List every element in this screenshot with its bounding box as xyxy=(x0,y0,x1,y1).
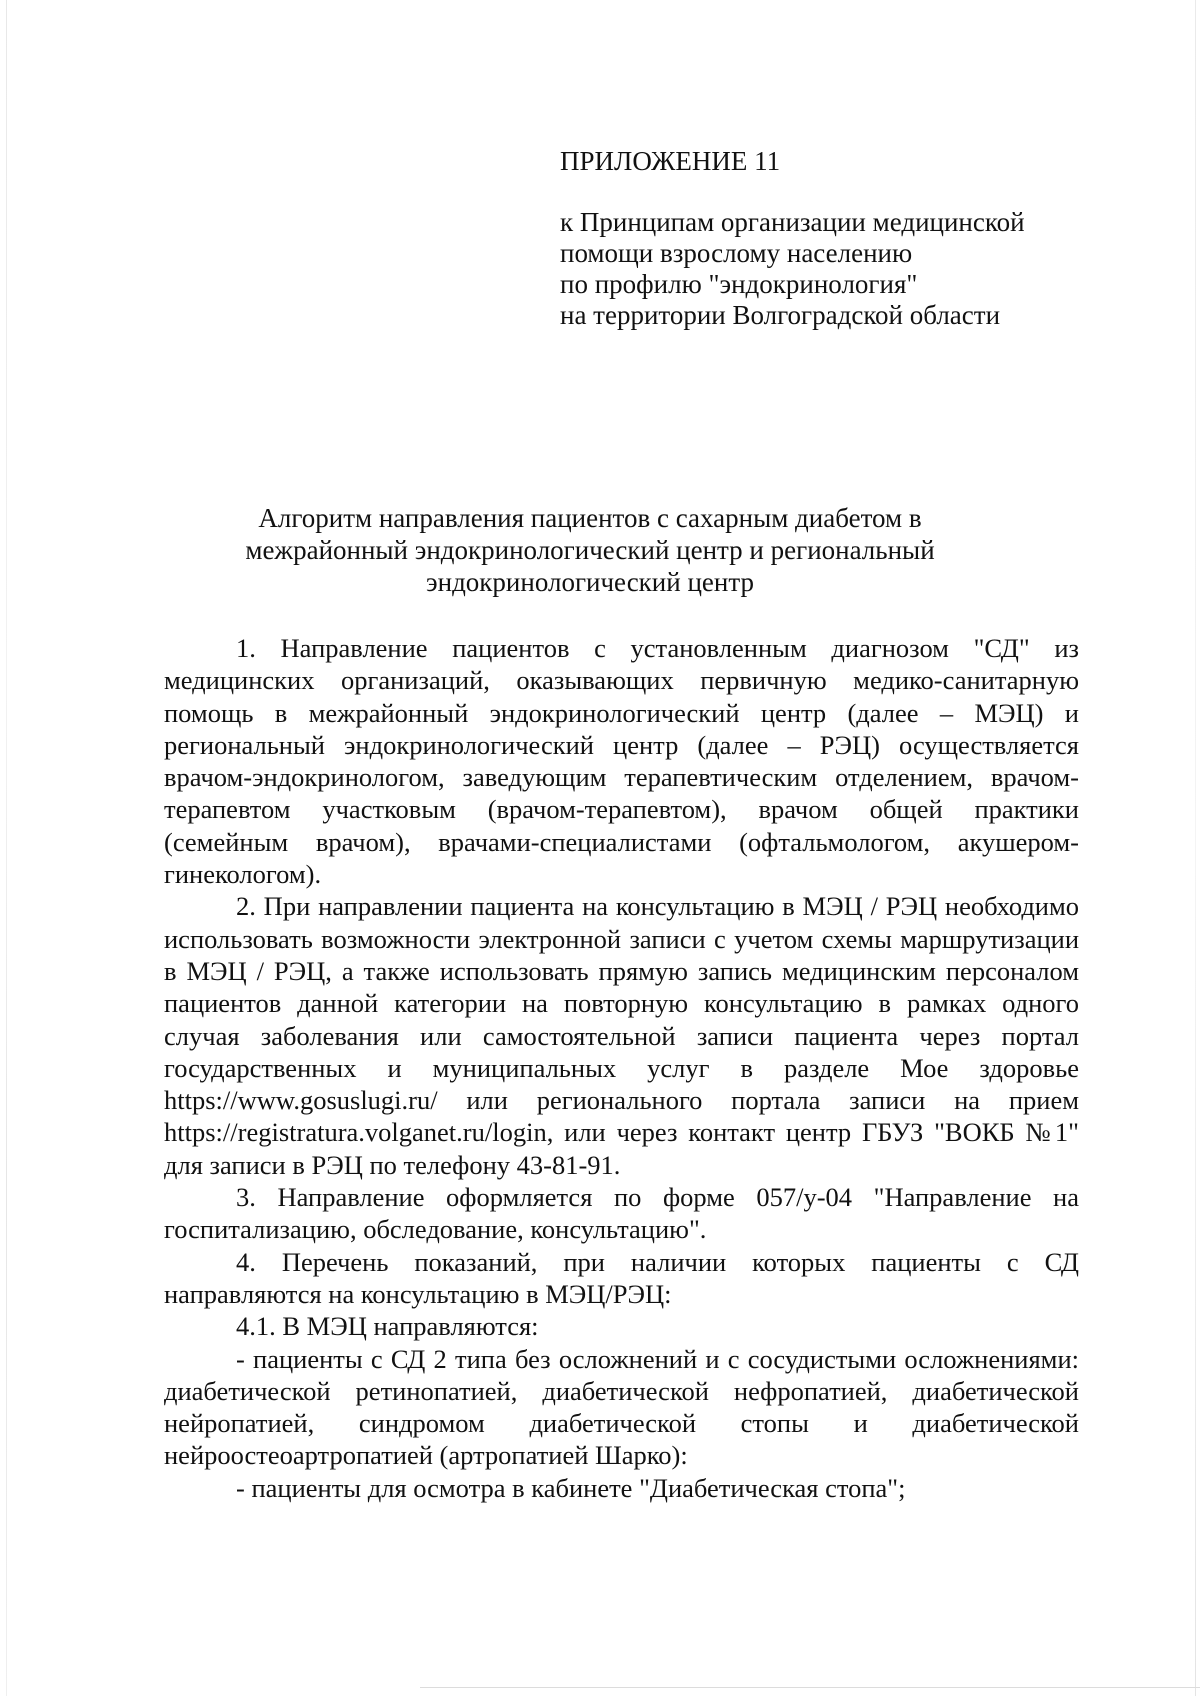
appendix-header xyxy=(560,146,1025,331)
paragraph-3: 3. Направление оформляется по форме 057/у-04 "Направление на госпитализацию, обследование, консультацию". xyxy=(164,1182,1079,1245)
scan-edge-right xyxy=(1195,0,1196,1696)
document-title xyxy=(200,502,980,598)
paragraph-4-1: 4.1. В МЭЦ направляются: xyxy=(236,1311,539,1342)
document-title-line: Алгоритм направления пациентов с сахарным диабетом в xyxy=(258,503,922,533)
scan-edge-bottom xyxy=(420,1687,1200,1688)
scan-edge-left xyxy=(6,0,7,1696)
appendix-subtitle-line: к Принципам организации медицинской xyxy=(560,207,1025,237)
list-item-diabetic-foot: - пациенты для осмотра в кабинете "Диабетическая стопа"; xyxy=(236,1472,906,1503)
document-body xyxy=(164,632,1079,1504)
appendix-number: ПРИЛОЖЕНИЕ 11 xyxy=(560,146,781,176)
paragraph-2: 2. При направлении пациента на консультацию в МЭЦ / РЭЦ необходимо использовать возможности электронной записи с учетом схемы маршрутизации в МЭЦ / РЭЦ, а также использовать прямую запись медицинским персоналом пациентов данной категории на повторную консультацию в рамках одного случая заболевания или самостоятельной записи пациента через портал государственных и муниципальных услуг в разделе Мое здоровье https://www.gosuslugi.ru/ или регионального портала записи на прием https://registratura.volganet.ru/login, или через контакт центр ГБУЗ "ВОКБ №1" для записи в РЭЦ по телефону 43-81-91. xyxy=(164,891,1079,1180)
appendix-subtitle-line: помощи взрослому населению xyxy=(560,238,913,268)
document-title-line: эндокринологический центр xyxy=(426,567,754,597)
list-item-complications: - пациенты с СД 2 типа без осложнений и с сосудистыми осложнениями: диабетической ретинопатией, диабетической нефропатией, диабетической нейропатией, синдромом диабетической стопы и диабетической нейроостеоартропатией (артропатией Шарко): xyxy=(164,1343,1079,1471)
paragraph-4: 4. Перечень показаний, при наличии которых пациенты с СД направляются на консультацию в МЭЦ/РЭЦ: xyxy=(164,1246,1079,1309)
document-title-line: межрайонный эндокринологический центр и региональный xyxy=(245,535,935,565)
paragraph-1: 1. Направление пациентов с установленным диагнозом "СД" из медицинских организаций, оказывающих первичную медико-санитарную помощь в межрайонный эндокринологический центр (далее – МЭЦ) и региональный эндокринологический центр (далее – РЭЦ) осуществляется врачом-эндокринологом, заведующим терапевтическим отделением, врачом-терапевтом участковым (врачом-терапевтом), врачом общей практики (семейным врачом), врачами-специалистами (офтальмологом, акушером-гинекологом). xyxy=(164,633,1079,890)
appendix-subtitle-line: по профилю "эндокринология" xyxy=(560,269,918,299)
appendix-subtitle-line: на территории Волгоградской области xyxy=(560,300,1001,330)
